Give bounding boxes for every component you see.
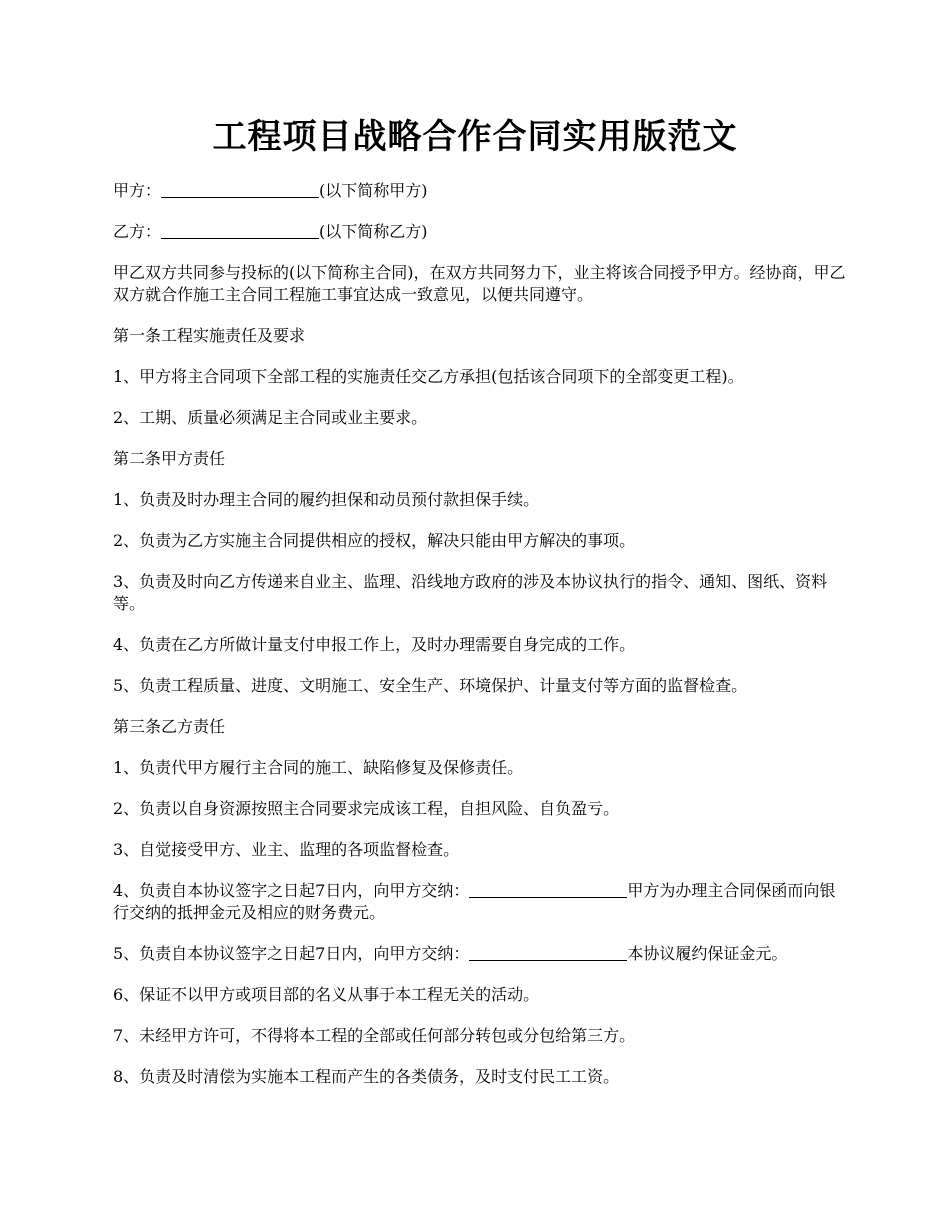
party-b-blank — [161, 222, 319, 239]
article-2-item: 1、负责及时办理主合同的履约担保和动员预付款担保手续。 — [113, 490, 540, 509]
article-3-item: 7、未经甲方许可，不得将本工程的全部或任何部分转包或分包给第三方。 — [113, 1026, 636, 1045]
party-a-suffix: (以下简称甲方) — [319, 181, 428, 200]
item-4-blank — [469, 881, 627, 898]
article-3-item: 1、负责代甲方履行主合同的施工、缺陷修复及保修责任。 — [113, 758, 524, 777]
document-body — [113, 180, 848, 1107]
item-4-suffix: 甲方为办理主合同保函而向银行交纳的抵押金元及相应的财务费元。 — [113, 881, 836, 922]
article-3-item: 8、负责及时清偿为实施本工程而产生的各类债务，及时支付民工工资。 — [113, 1067, 620, 1086]
party-a-label: 甲方： — [113, 181, 162, 200]
article-1-item: 2、工期、质量必须满足主合同或业主要求。 — [113, 408, 428, 427]
article-2-item: 2、负责为乙方实施主合同提供相应的授权，解决只能由甲方解决的事项。 — [113, 531, 636, 550]
item-4-prefix: 4、负责自本协议签字之日起7日内，向甲方交纳： — [113, 881, 470, 900]
article-3-item: 6、保证不以甲方或项目部的名义从事于本工程无关的活动。 — [113, 985, 540, 1004]
article-3-item-5 — [113, 943, 848, 965]
item-5-blank — [469, 944, 627, 961]
article-2-heading: 第二条甲方责任 — [113, 449, 226, 468]
party-a-line — [113, 180, 848, 202]
article-3-item: 3、自觉接受甲方、业主、监理的各项监督检查。 — [113, 840, 460, 859]
article-3-item: 2、负责以自身资源按照主合同要求完成该工程，自担风险、自负盈亏。 — [113, 799, 620, 818]
article-2-item: 5、负责工程质量、进度、文明施工、安全生产、环境保护、计量支付等方面的监督检查。 — [113, 676, 748, 695]
article-1-item: 1、甲方将主合同项下全部工程的实施责任交乙方承担(包括该合同项下的全部变更工程)。 — [113, 367, 744, 386]
article-2-item: 3、负责及时向乙方传递来自业主、监理、沿线地方政府的涉及本协议执行的指令、通知、图纸、资料等。 — [113, 572, 828, 613]
party-a-blank — [161, 181, 319, 198]
item-5-suffix: 本协议履约保证金元。 — [627, 944, 788, 963]
party-b-label: 乙方： — [113, 222, 162, 241]
article-2-item: 4、负责在乙方所做计量支付申报工作上，及时办理需要自身完成的工作。 — [113, 635, 636, 654]
party-b-suffix: (以下简称乙方) — [319, 222, 428, 241]
article-3-heading: 第三条乙方责任 — [113, 717, 226, 736]
item-5-prefix: 5、负责自本协议签字之日起7日内，向甲方交纳： — [113, 944, 470, 963]
party-b-line — [113, 221, 848, 243]
document-title: 工程项目战略合作合同实用版范文 — [212, 117, 738, 157]
article-1-heading: 第一条工程实施责任及要求 — [113, 326, 306, 345]
intro-paragraph: 甲乙双方共同参与投标的(以下简称主合同)，在双方共同努力下，业主将该合同授予甲方。经协商，甲乙双方就合作施工主合同工程施工事宜达成一致意见，以便共同遵守。 — [113, 263, 846, 304]
article-3-item-4 — [113, 880, 848, 924]
